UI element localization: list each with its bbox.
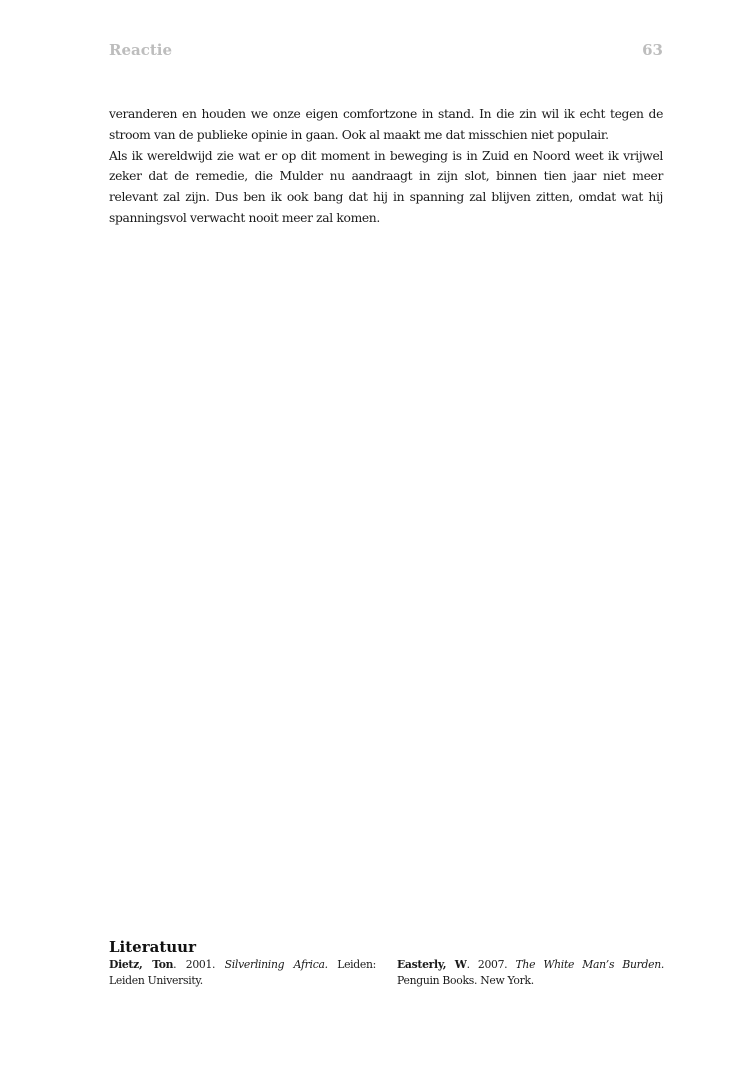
reference-year: . 2007. bbox=[466, 958, 516, 971]
reference-title: The White Man’s Burden. bbox=[515, 958, 664, 971]
reference-author: Easterly, W bbox=[397, 958, 467, 971]
page-number: 63 bbox=[642, 41, 663, 59]
reference-publisher: Leiden: Leiden University. bbox=[109, 958, 376, 987]
paragraph: veranderen en houden we onze eigen comfortzone in stand. In die zin wil ik echt tegen de stroom van de publieke opinie in gaan. Ook al maakt me dat misschien niet populair. bbox=[109, 107, 663, 142]
references-list bbox=[109, 957, 663, 997]
references-section bbox=[109, 937, 663, 997]
reference-publisher: Penguin Books. New York. bbox=[397, 974, 534, 987]
paragraph: Als ik wereldwijd zie wat er op dit moment in beweging is in Zuid en Noord weet ik vrijwel zeker dat de remedie, die Mulder nu aandraagt in zijn slot, binnen tien jaar niet meer relevant zal zijn. Dus ben ik ook bang dat hij in spanning zal blijven zitten, omdat wat hij spanningsvol verwacht nooit meer zal komen. bbox=[109, 148, 663, 225]
running-header bbox=[109, 41, 663, 61]
reference-year: . 2001. bbox=[173, 958, 225, 971]
reference-entry bbox=[109, 957, 376, 989]
reference-entry bbox=[397, 957, 664, 989]
body-text bbox=[109, 104, 663, 229]
reference-author: Dietz, Ton bbox=[109, 958, 174, 971]
section-title: Reactie bbox=[109, 41, 173, 59]
references-heading: Literatuur bbox=[109, 938, 196, 956]
reference-title: Silverlining Africa. bbox=[224, 958, 328, 971]
